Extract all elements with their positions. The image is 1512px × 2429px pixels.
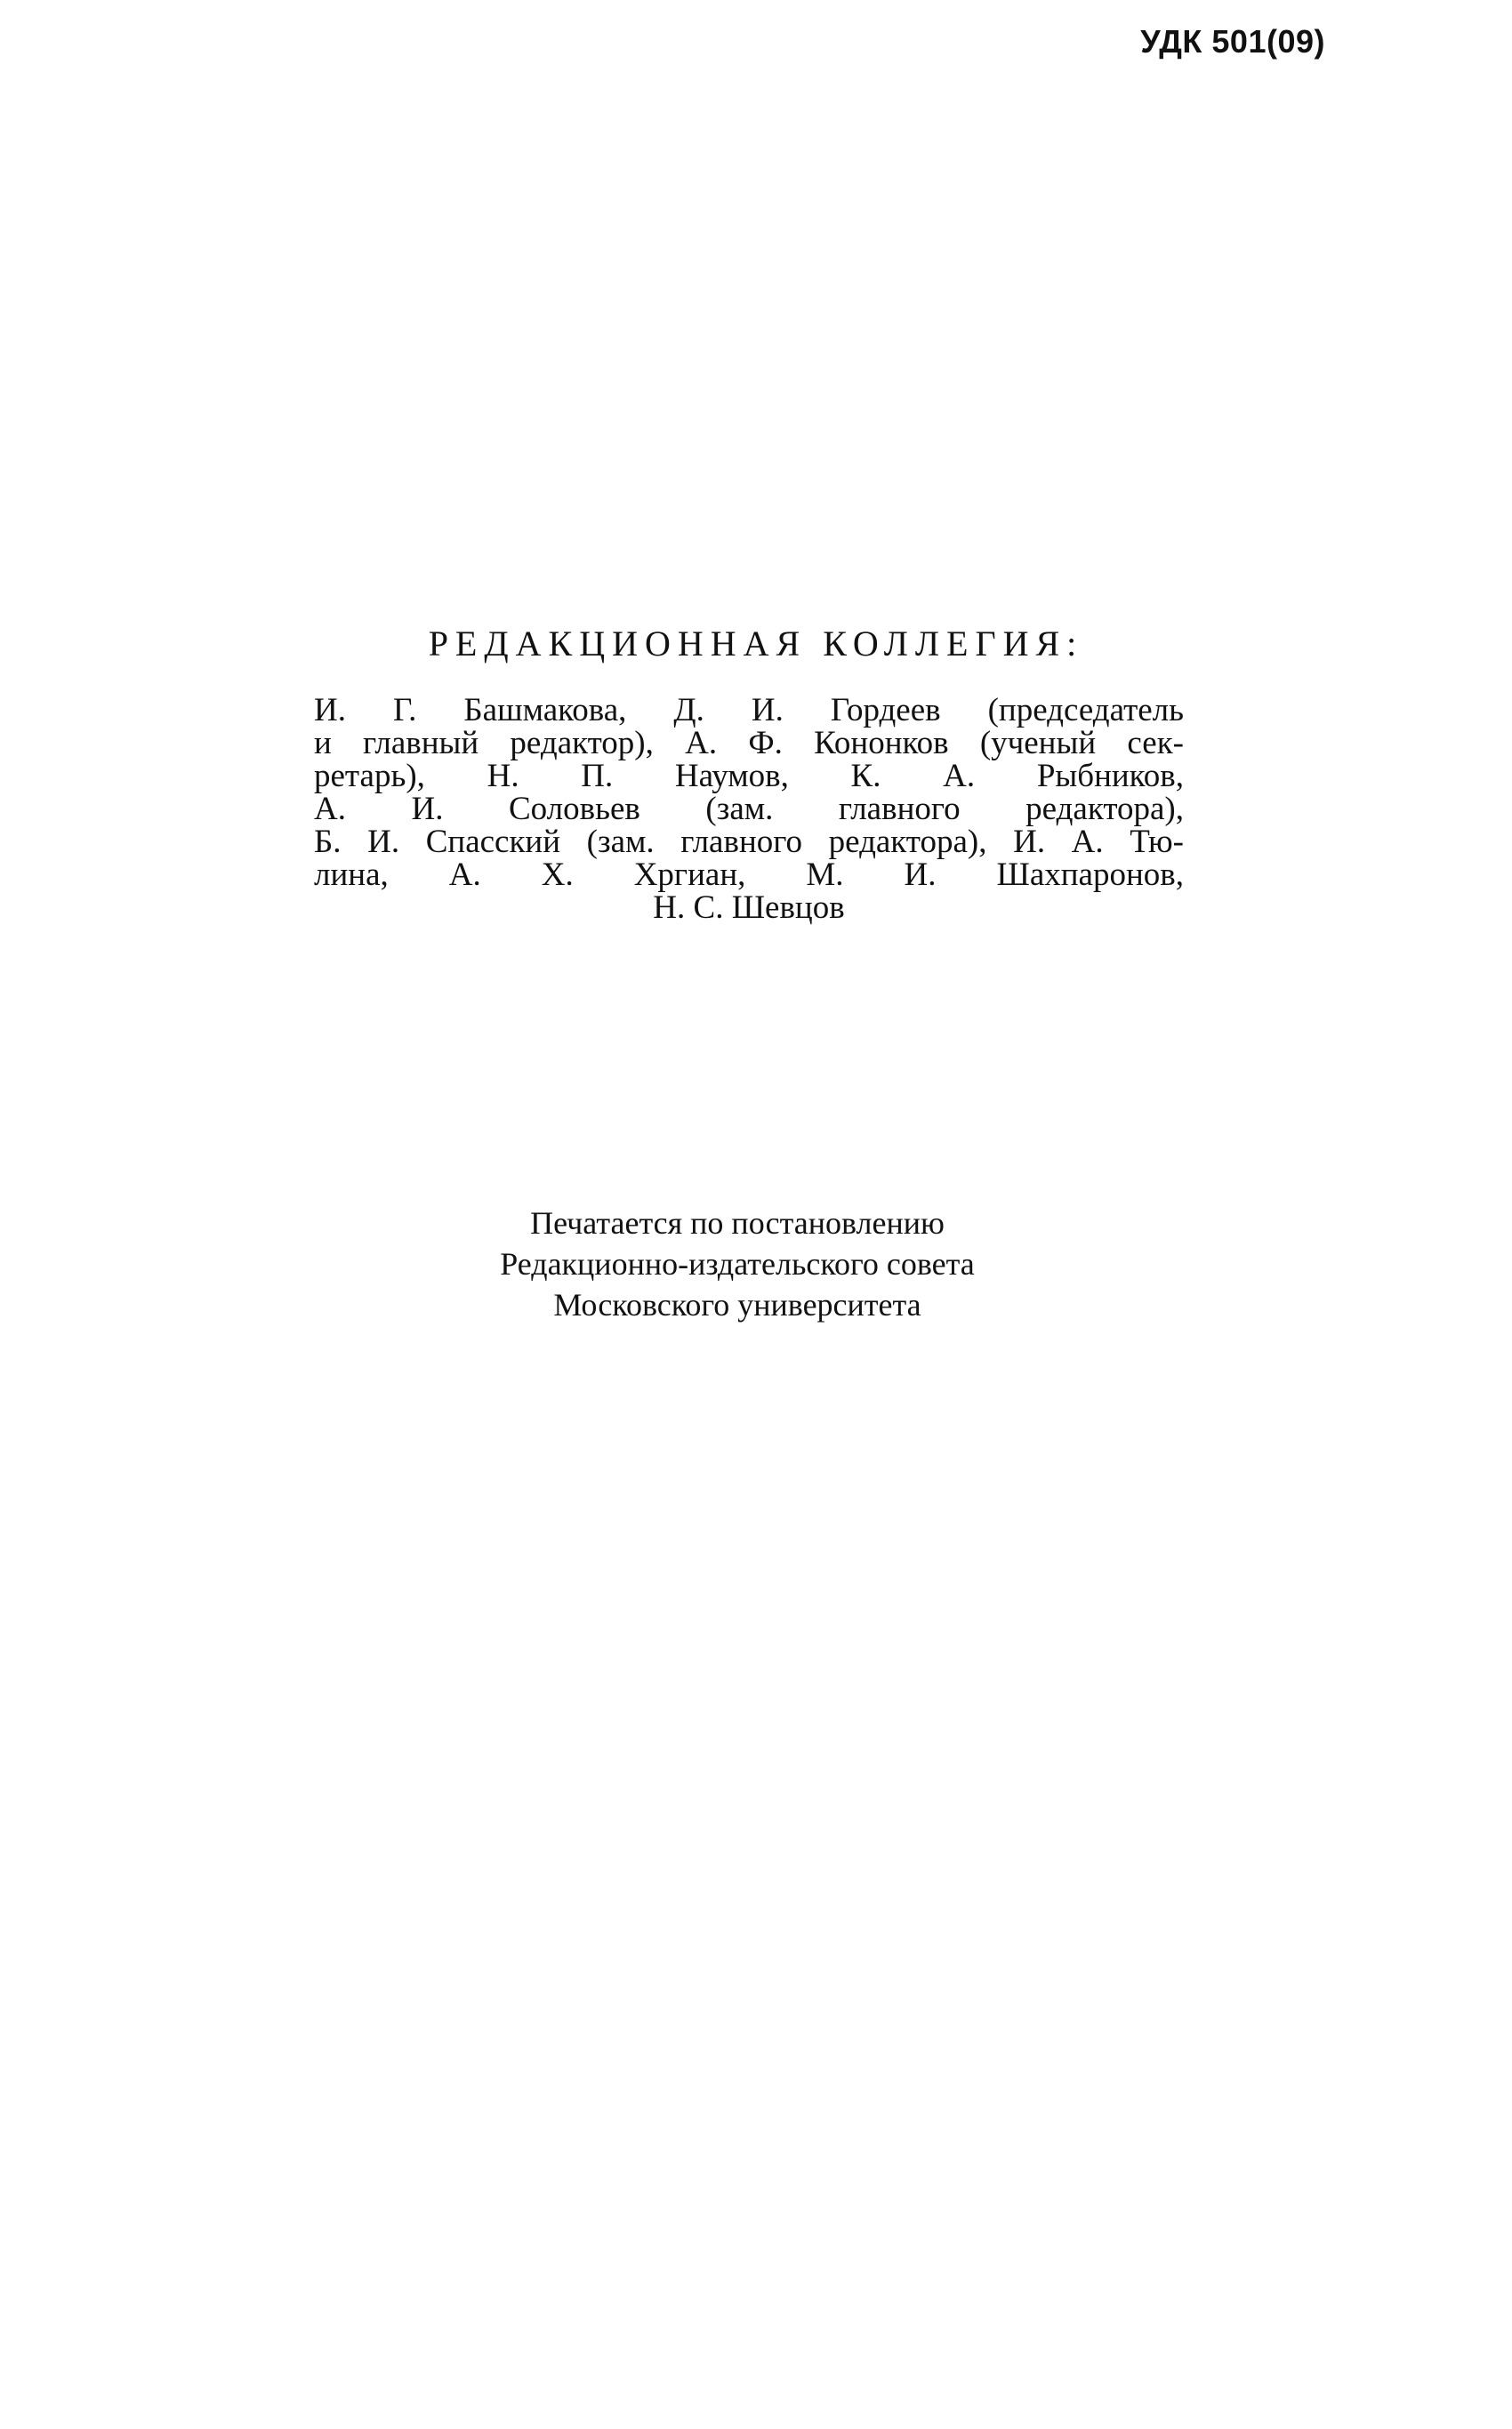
imprint-line-1: Печатается по постановлению: [530, 1205, 945, 1241]
members-line-5: Б. И. Спасский (зам. главного редактора), И. А. Тю-: [314, 824, 1184, 860]
editorial-board-members: [314, 694, 1184, 924]
members-line-7: Н. С. Шевцов: [653, 889, 845, 926]
members-line-4: А. И. Соловьев (зам. главного редактора),: [314, 791, 1184, 827]
editorial-board-heading: РЕДАКЦИОННАЯ КОЛЛЕГИЯ:: [428, 623, 1084, 664]
members-line-2: и главный редактор), А. Ф. Кононков (ученый сек-: [314, 725, 1184, 761]
members-line-1: И. Г. Башмакова, Д. И. Гордеев (председатель: [314, 692, 1184, 728]
members-line-6: лина, А. Х. Хргиан, М. И. Шахпаронов,: [314, 857, 1184, 893]
imprint-line-3: Московского университета: [553, 1287, 921, 1323]
imprint-line-2: Редакционно-издательского совета: [500, 1246, 975, 1282]
imprint-notice: [0, 1202, 1475, 1325]
members-line-3: ретарь), Н. П. Наумов, К. А. Рыбников,: [314, 758, 1184, 794]
udk-classification: УДК 501(09): [1140, 23, 1325, 60]
